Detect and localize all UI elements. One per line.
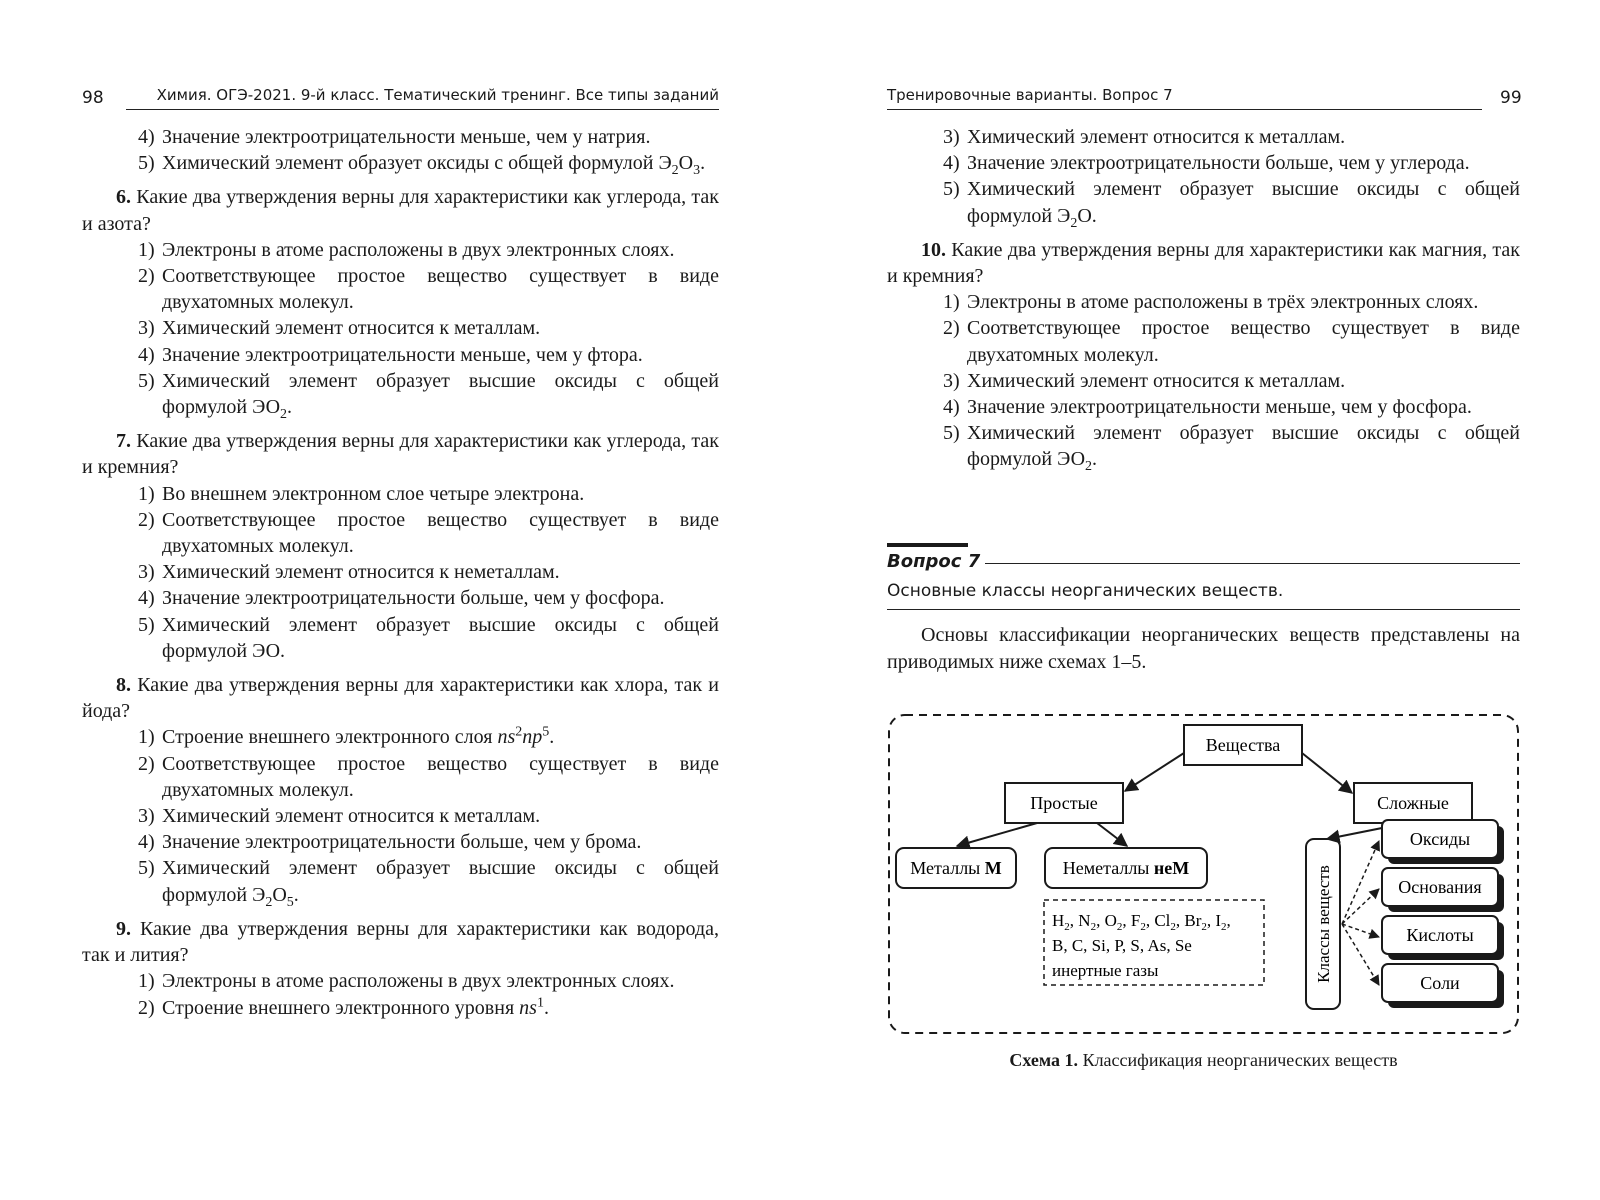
section-subtitle-rule — [887, 609, 1520, 610]
option-item: 3) Химический элемент относится к неметаллам. — [138, 561, 560, 584]
nonmetal-examples-line2: B, C, Si, P, S, As, Se — [1052, 936, 1192, 955]
option-item: 5) Химический элемент образует высшие оксиды с общей формулой $ЭО_2$. — [138, 369, 719, 423]
diagram-caption: Схема 1. Классификация неорганических веществ — [1009, 1050, 1398, 1070]
option-item: 5) Химический элемент образует оксиды с общей формулой $Э_2O_3$. — [138, 152, 706, 179]
option-item: 5) Химический элемент образует высшие оксиды с общей формулой ЭО. — [138, 613, 719, 662]
arrow-substances-simple — [1125, 753, 1184, 791]
question-8: 8. Какие два утверждения верны для характеристики как хлора, так и йода? — [82, 674, 719, 723]
option-item: 1) Электроны в атоме расположены в трёх электронных слоях. — [943, 291, 1479, 314]
class-salts — [1382, 964, 1504, 1008]
node-complex-label: Сложные — [1377, 793, 1449, 813]
option-item: 2) Соответствующее простое вещество существует в виде двухатомных молекул. — [138, 752, 719, 801]
section-title-rule — [985, 563, 1520, 564]
option-item: 1) Строение внешнего электронного слоя $ns^2np^5$. — [138, 724, 555, 749]
option-item: 2) Строение внешнего электронного уровня $ns^1$. — [138, 994, 549, 1019]
left-page-body — [82, 124, 719, 1021]
section-title: Вопрос 7 — [887, 551, 981, 572]
option-item: 3) Химический элемент относится к металлам. — [943, 369, 1346, 392]
header-rule-right — [887, 109, 1482, 110]
option-item: 5) Химический элемент образует высшие оксиды с общей формулой $Э_2O$. — [943, 178, 1520, 231]
running-header-left: Химия. ОГЭ-2021. 9-й класс. Тематический тренинг. Все типы заданий — [156, 86, 719, 104]
node-nonmetals-label: Неметаллы неМ — [1062, 858, 1190, 878]
option-item: 4) Значение электроотрицательности больше, чем у фосфора. — [138, 587, 665, 610]
page-number-right: 99 — [1500, 88, 1522, 108]
node-classes-label: Классы веществ — [1314, 865, 1333, 983]
class-arrows — [1342, 841, 1379, 985]
option-item: 4) Значение электроотрицательности меньше, чем у натрия. — [138, 126, 651, 148]
option-item: 3) Химический элемент относится к металлам. — [943, 126, 1346, 148]
section-title-bar — [887, 543, 968, 547]
option-item: 3) Химический элемент относится к металлам. — [138, 317, 541, 340]
class-oxides — [1382, 820, 1504, 864]
nonmetal-examples-formulas: $H_2$, $N_2$, $O_2$, $F_2$, $Cl_2$, $Br_2$, $I_2$, — [1052, 911, 1231, 933]
section-intro: Основы классификации неорганических веществ представлены на приводимых ниже схемах 1–5. — [887, 624, 1520, 673]
classification-diagram — [887, 713, 1520, 1035]
option-item: 4) Значение электроотрицательности меньше, чем у фтора. — [138, 343, 643, 366]
option-item: 1) Электроны в атоме расположены в двух электронных слоях. — [138, 970, 675, 993]
question-10: 10. Какие два утверждения верны для характеристики как магния, так и кремния? — [887, 238, 1520, 288]
class-bases-label: Основания — [1398, 877, 1482, 897]
right-page-body — [887, 124, 1520, 473]
header-rule-left — [126, 109, 719, 110]
option-item: 2) Соответствующее простое вещество существует в виде двухатомных молекул. — [943, 317, 1520, 366]
option-item: 3) Химический элемент относится к металлам. — [138, 805, 541, 828]
option-item: 4) Значение электроотрицательности меньше, чем у фосфора. — [943, 396, 1472, 419]
option-item: 2) Соответствующее простое вещество существует в виде двухатомных молекул. — [138, 508, 719, 558]
section-subtitle: Основные классы неорганических веществ. — [887, 581, 1284, 601]
class-acids-label: Кислоты — [1406, 925, 1474, 945]
arrow-simple-metals — [957, 823, 1037, 846]
class-acids — [1382, 916, 1504, 960]
option-item: 1) Во внешнем электронном слое четыре электрона. — [138, 482, 585, 505]
question-7: 7. Какие два утверждения верны для характеристики как углерода, так и кремния? — [82, 430, 720, 479]
node-metals-label: Металлы М — [910, 858, 1002, 878]
arrow-simple-nonmetals — [1097, 823, 1127, 846]
nonmetal-examples-line3: инертные газы — [1052, 961, 1159, 980]
option-item: 1) Электроны в атоме расположены в двух электронных слоях. — [138, 238, 675, 261]
class-bases — [1382, 868, 1504, 912]
class-oxides-label: Оксиды — [1409, 829, 1471, 849]
option-item: 4) Значение электроотрицательности больше, чем у углерода. — [943, 152, 1470, 175]
question-6: 6. Какие два утверждения верны для характеристики как углерода, так и азота? — [82, 186, 720, 235]
node-simple-label: Простые — [1030, 793, 1098, 813]
running-header-right: Тренировочные варианты. Вопрос 7 — [887, 86, 1173, 104]
arrow-substances-complex — [1302, 753, 1352, 793]
class-salts-label: Соли — [1420, 973, 1460, 993]
option-item: 2) Соответствующее простое вещество существует в виде двухатомных молекул. — [138, 265, 719, 314]
node-substances-label: Вещества — [1205, 735, 1281, 755]
option-item: 4) Значение электроотрицательности больше, чем у брома. — [138, 831, 642, 854]
question-9: 9. Какие два утверждения верны для характеристики как водорода, так и лития? — [82, 917, 719, 967]
page-number-left: 98 — [82, 88, 104, 108]
option-item: 5) Химический элемент образует высшие оксиды с общей формулой $ЭО_2$. — [943, 422, 1520, 475]
option-item: 5) Химический элемент образует высшие оксиды с общей формулой $Э_2O_5$. — [138, 857, 719, 910]
